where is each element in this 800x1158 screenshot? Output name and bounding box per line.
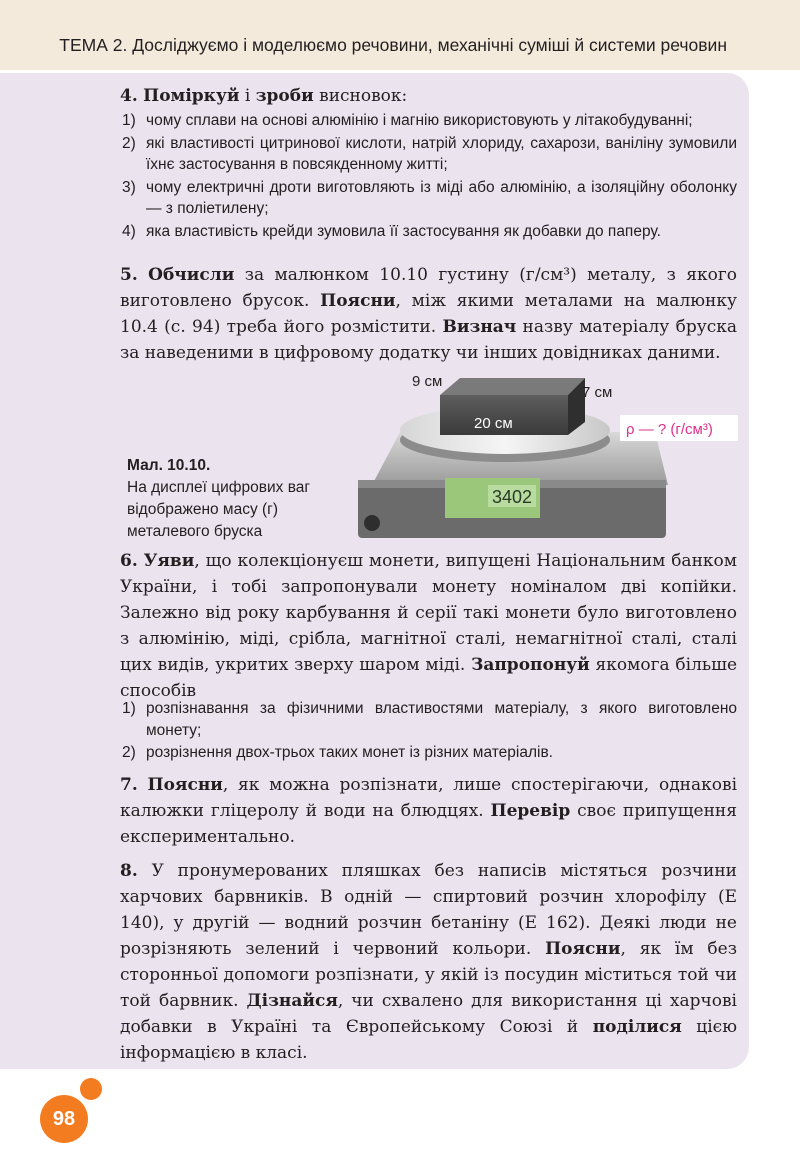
caption-text: На дисплеї цифрових ваг відображено масу (г) металевого бруска [127, 479, 311, 540]
task-5-text: 5. Обчисли за малюнком 10.10 густину (г/см³) металу, з якого виготовлено брусок. Поясни, між якими металами на малюнку 10.4 (с. 94) треба його розмістити. Визнач назву матеріалу бруска за наведеними в цифровому додатку чи інших довідниках даними. [120, 265, 738, 363]
list-item: 3) чому електричні дроти виготовляють із міді або алюмінію, а ізоляційну оболонку — з поліетилену; [122, 178, 737, 217]
task-4-number: 4. [120, 86, 138, 106]
density-label: ρ — ? (г/см³) [626, 421, 713, 438]
task-4-list [122, 110, 737, 243]
task-4-verb-2: зроби [255, 86, 314, 106]
power-button [364, 515, 380, 531]
header-title: ТЕМА 2. Досліджуємо і моделюємо речовини, механічні суміші й системи речовин [59, 35, 727, 55]
list-item: 2) які властивості цитринової кислоти, натрій хлориду, сахарози, ваніліну зумовили їхнє застосування в повсякденному житті; [122, 134, 737, 173]
list-item: 4) яка властивість крейди зумовила її застосування як добавки до паперу. [122, 222, 661, 240]
dim-width-label: 7 см [582, 384, 613, 401]
task-6-text: 6. Уяви, що колекціонуєш монети, випущені Національним банком України, і тобі запропонували монету номіналом дві копійки. Залежно від року карбування й серії такі монети було виготовлено з алюмінію, міді, срібла, магнітної сталі, немагнітної сталі, сталі цих видів, укритих зверху шаром міді. Запропонуй якомога більше способів [120, 551, 737, 701]
caption-title: Мал. 10.10. [127, 457, 211, 474]
list-item: 1) розпізнавання за фізичними властивостями матеріалу, з якого виготовлено монету; [122, 700, 737, 739]
page-number: 98 [52, 1108, 76, 1130]
task-8-text: 8. У пронумерованих пляшках без написів містяться розчини харчових барвників. В одній — спиртовий розчин хлорофілу (Е 140), у другій — водний розчин бетаніну (Е 162). Деякі люди не розрізняють зелений і червоний кольори. Поясни, як їм без сторонньої допомоги розпізнати, у якій із посудин міститься той чи той барвник. Дізнайся, чи схвалено для використання ці харчові добавки в Україні та Європейському Союзі й поділися цією інформацією в класі. [120, 861, 737, 1063]
task-7-text: 7. Поясни, як можна розпізнати, лише спостерігаючи, однакові калюжки гліцеролу й води на блюдцях. Перевір своє припущення експериментально. [120, 775, 738, 847]
task-4-heading: 4. Поміркуй і зроби висновок: [120, 86, 408, 106]
dim-height-label: 20 см [474, 415, 513, 432]
display-value: 3402 [491, 487, 533, 507]
metal-block-top [440, 378, 585, 395]
dim-length-label: 9 см [412, 373, 443, 390]
task-4-verb-1: Поміркуй [143, 86, 240, 106]
figure-caption [127, 455, 342, 543]
page-header [0, 0, 800, 70]
task-6-list [122, 698, 737, 765]
digital-scale-figure [350, 360, 750, 545]
list-item: 1) чому сплави на основі алюмінію і магнію використовують у літакобудуванні; [122, 112, 693, 129]
list-item: 2) розрізнення двох-трьох таких монет із різних матеріалів. [122, 744, 553, 761]
